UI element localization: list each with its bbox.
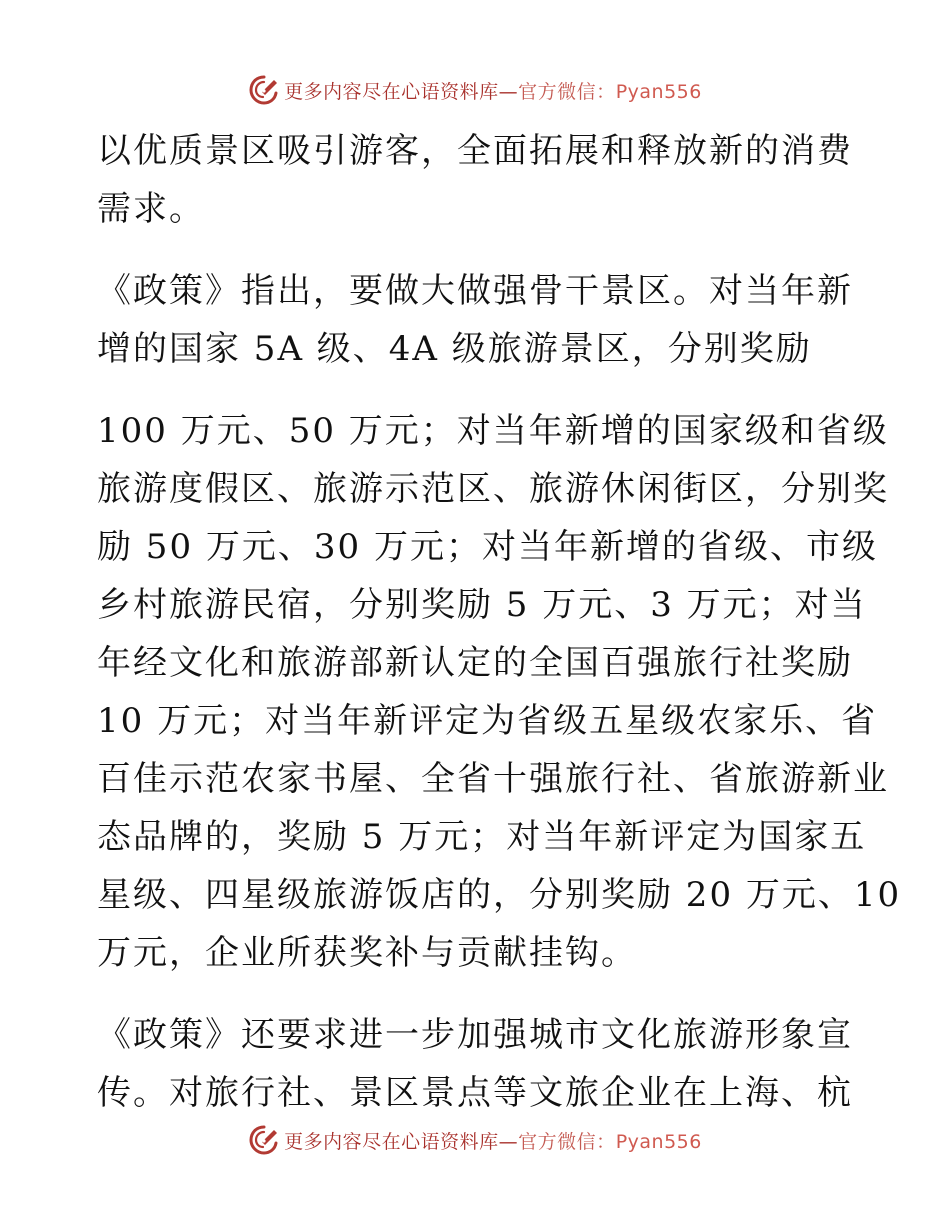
- text-line: 增的国家 5A 级、4A 级旅游景区，分别奖励: [97, 329, 812, 369]
- footer-slogan: [284, 1127, 702, 1154]
- footer-wechat-id: Pyan556: [615, 1130, 702, 1153]
- document-body: [97, 122, 902, 1122]
- text-line: 《政策》指出，要做大做强骨干景区。对当年新: [97, 271, 853, 311]
- text-line: 需求。: [97, 189, 205, 229]
- header-slogan: [284, 77, 702, 104]
- footer-banner: [0, 1120, 950, 1160]
- header-slogan-dash: —: [498, 80, 519, 103]
- header-wechat-id: Pyan556: [615, 80, 702, 103]
- text-line: 万元，企业所获奖补与贡献挂钩。: [97, 933, 637, 973]
- pen-nib-swirl-icon: [248, 74, 280, 106]
- footer-wechat-label: 官方微信：: [518, 1130, 616, 1153]
- text-line: 态品牌的，奖励 5 万元；对当年新评定为国家五: [97, 817, 867, 857]
- text-line: 旅游度假区、旅游示范区、旅游休闲街区，分别奖: [97, 469, 889, 509]
- header-banner: [0, 70, 950, 110]
- text-line: 传。对旅行社、景区景点等文旅企业在上海、杭: [97, 1073, 853, 1113]
- text-line: 10 万元；对当年新评定为省级五星级农家乐、省: [97, 701, 878, 741]
- text-line: 100 万元、50 万元；对当年新增的国家级和省级: [97, 411, 889, 451]
- paragraph: [97, 122, 857, 238]
- text-line: 励 50 万元、30 万元；对当年新增的省级、市级: [97, 527, 878, 567]
- footer-slogan-dash: —: [498, 1130, 519, 1153]
- footer-slogan-main: 更多内容尽在心语资料库: [284, 1130, 499, 1153]
- text-line: 年经文化和旅游部新认定的全国百强旅行社奖励: [97, 643, 853, 683]
- text-line: 以优质景区吸引游客，全面拓展和释放新的消费: [97, 131, 853, 171]
- paragraph: [97, 402, 902, 982]
- text-line: 百佳示范农家书屋、全省十强旅行社、省旅游新业: [97, 759, 889, 799]
- pen-nib-swirl-icon: [248, 1124, 280, 1156]
- header-wechat-label: 官方微信：: [518, 80, 616, 103]
- paragraph: [97, 1006, 857, 1122]
- header-slogan-main: 更多内容尽在心语资料库: [284, 80, 499, 103]
- text-line: 星级、四星级旅游饭店的，分别奖励 20 万元、10: [97, 875, 902, 915]
- text-line: 《政策》还要求进一步加强城市文化旅游形象宣: [97, 1015, 853, 1055]
- paragraph: [97, 262, 857, 378]
- text-line: 乡村旅游民宿，分别奖励 5 万元、3 万元；对当: [97, 585, 867, 625]
